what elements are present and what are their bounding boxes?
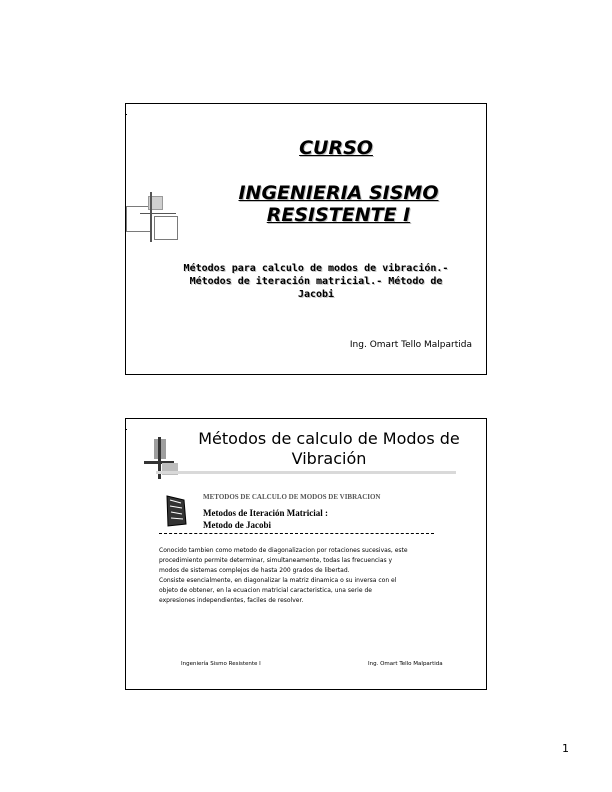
body-line: Consiste esencialmente, en diagonalizar la matriz dinamica o su inversa con el bbox=[159, 577, 397, 584]
body-line: Conocido tambien como metodo de diagonalizacion por rotaciones sucesivas, este bbox=[159, 547, 408, 554]
slide-title-line-2: Vibración bbox=[291, 449, 367, 468]
decorative-bars bbox=[126, 419, 186, 489]
dotted-separator bbox=[159, 533, 434, 534]
body-line: modos de sistemas complejos de hasta 200 grados de libertad. bbox=[159, 567, 350, 574]
method-line-1: Metodos de Iteración Matricial : bbox=[203, 508, 328, 518]
body-text bbox=[159, 546, 459, 606]
method-line-2: Metodo de Jacobi bbox=[203, 520, 271, 530]
slide-2 bbox=[125, 418, 487, 690]
slide-title: CURSO bbox=[299, 137, 373, 159]
methods-line-1: Métodos para calculo de modos de vibración.- bbox=[183, 263, 449, 274]
title-divider bbox=[156, 471, 456, 474]
methods-line-3: Jacobi bbox=[297, 289, 335, 300]
course-name-line-2: RESISTENTE I bbox=[266, 204, 411, 226]
body-line: expresiones independientes, faciles de resolver. bbox=[159, 597, 304, 604]
slide-title bbox=[184, 429, 474, 469]
decorative-squares bbox=[126, 104, 186, 244]
section-heading: METODOS DE CALCULO DE MODOS DE VIBRACION bbox=[203, 493, 381, 501]
body-line: procedimiento permite determinar, simultaneamente, todas las frecuencias y bbox=[159, 557, 393, 564]
slide-1 bbox=[125, 103, 487, 375]
page-number: 1 bbox=[562, 742, 569, 755]
body-line: objeto de obtener, en la ecuacion matricial caracteristica, una serie de bbox=[159, 587, 372, 594]
method-name bbox=[203, 507, 328, 531]
author: Ing. Omart Tello Malpartida bbox=[349, 340, 472, 350]
slide-title-line-1: Métodos de calculo de Modos de bbox=[198, 429, 460, 448]
footer-course: Ingeniería Sismo Resistente I bbox=[181, 661, 261, 667]
methods-line-2: Métodos de iteración matricial.- Método de bbox=[189, 276, 443, 287]
clipart-icon bbox=[162, 494, 190, 528]
footer-author: Ing. Omart Tello Malpartida bbox=[368, 661, 443, 667]
course-name-line-1: INGENIERIA SISMO bbox=[238, 182, 439, 204]
